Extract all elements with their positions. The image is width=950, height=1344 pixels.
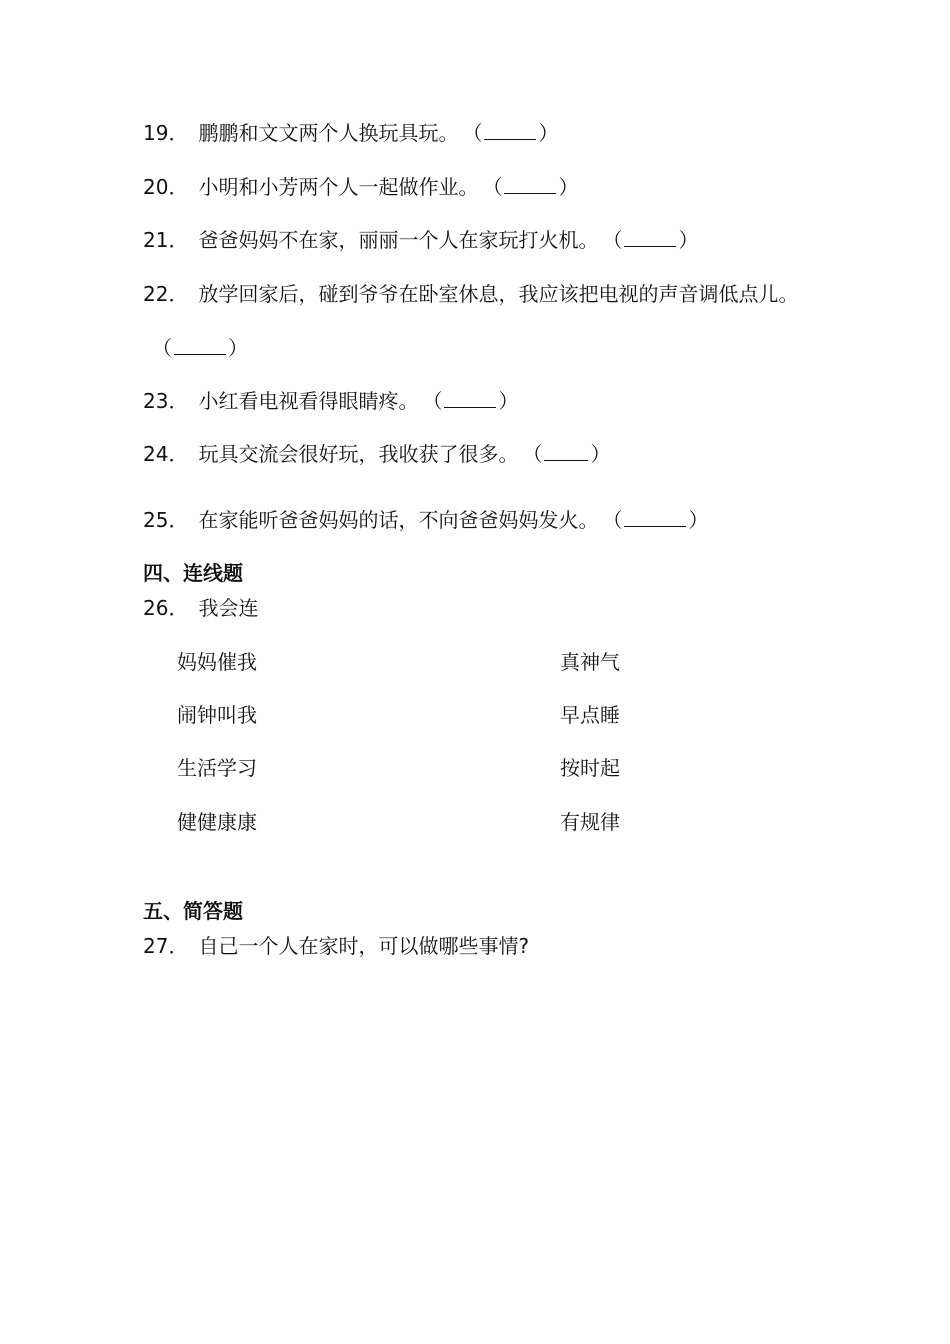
question-number: 21． [143, 228, 189, 252]
answer-blank[interactable] [544, 440, 588, 461]
question-text: 小明和小芳两个人一起做作业。 [198, 175, 479, 199]
question-23 [143, 387, 518, 415]
question-number: 23． [143, 389, 189, 413]
question-number: 27． [143, 934, 189, 958]
answer-parenthesis: （ ） [612, 508, 709, 532]
question-text: 在家能听爸爸妈妈的话，不向爸爸妈妈发火。 [198, 508, 599, 532]
question-27 [143, 932, 529, 960]
answer-blank[interactable] [624, 506, 686, 527]
answer-parenthesis: （ ） [152, 336, 248, 360]
question-text: 玩具交流会很好玩，我收获了很多。 [198, 442, 519, 466]
question-number: 24． [143, 442, 189, 466]
question-19 [143, 119, 558, 147]
question-number: 20． [143, 175, 189, 199]
question-number: 19． [143, 121, 189, 145]
section-title-short-answer: 五、简答题 [143, 899, 243, 923]
answer-blank[interactable] [174, 334, 226, 355]
question-25 [143, 506, 708, 534]
match-right-item[interactable]: 按时起 [560, 756, 620, 780]
answer-blank[interactable] [504, 173, 556, 194]
match-left-item[interactable]: 闹钟叫我 [177, 703, 257, 727]
match-right-item[interactable]: 有规律 [560, 810, 620, 834]
question-22 [143, 280, 798, 308]
answer-parenthesis: （ ） [432, 389, 519, 413]
match-left-item[interactable]: 妈妈催我 [177, 650, 257, 674]
question-21 [143, 226, 698, 254]
question-text: 爸爸妈妈不在家，丽丽一个人在家玩打火机。 [198, 228, 599, 252]
question-text: 小红看电视看得眼睛疼。 [198, 389, 419, 413]
question-number: 26． [143, 596, 189, 620]
answer-parenthesis: （ ） [612, 228, 699, 252]
answer-blank[interactable] [484, 119, 536, 140]
question-20 [143, 173, 578, 201]
answer-parenthesis: （ ） [472, 121, 559, 145]
answer-parenthesis: （ ） [532, 442, 611, 466]
match-right-item[interactable]: 真神气 [560, 650, 620, 674]
question-text: 放学回家后，碰到爷爷在卧室休息，我应该把电视的声音调低点儿。 [198, 282, 799, 306]
question-text: 鹏鹏和文文两个人换玩具玩。 [198, 121, 459, 145]
question-number: 22． [143, 282, 189, 306]
question-text: 自己一个人在家时，可以做哪些事情? [198, 934, 530, 958]
question-26 [143, 594, 258, 622]
match-left-item[interactable]: 健健康康 [177, 810, 257, 834]
answer-parenthesis: （ ） [492, 175, 579, 199]
question-24 [143, 440, 610, 468]
section-title-matching: 四、连线题 [143, 561, 243, 585]
match-left-item[interactable]: 生活学习 [177, 756, 257, 780]
match-right-item[interactable]: 早点睡 [560, 703, 620, 727]
answer-blank[interactable] [444, 387, 496, 408]
question-number: 25． [143, 508, 189, 532]
answer-blank[interactable] [624, 226, 676, 247]
question-text: 我会连 [198, 596, 259, 620]
